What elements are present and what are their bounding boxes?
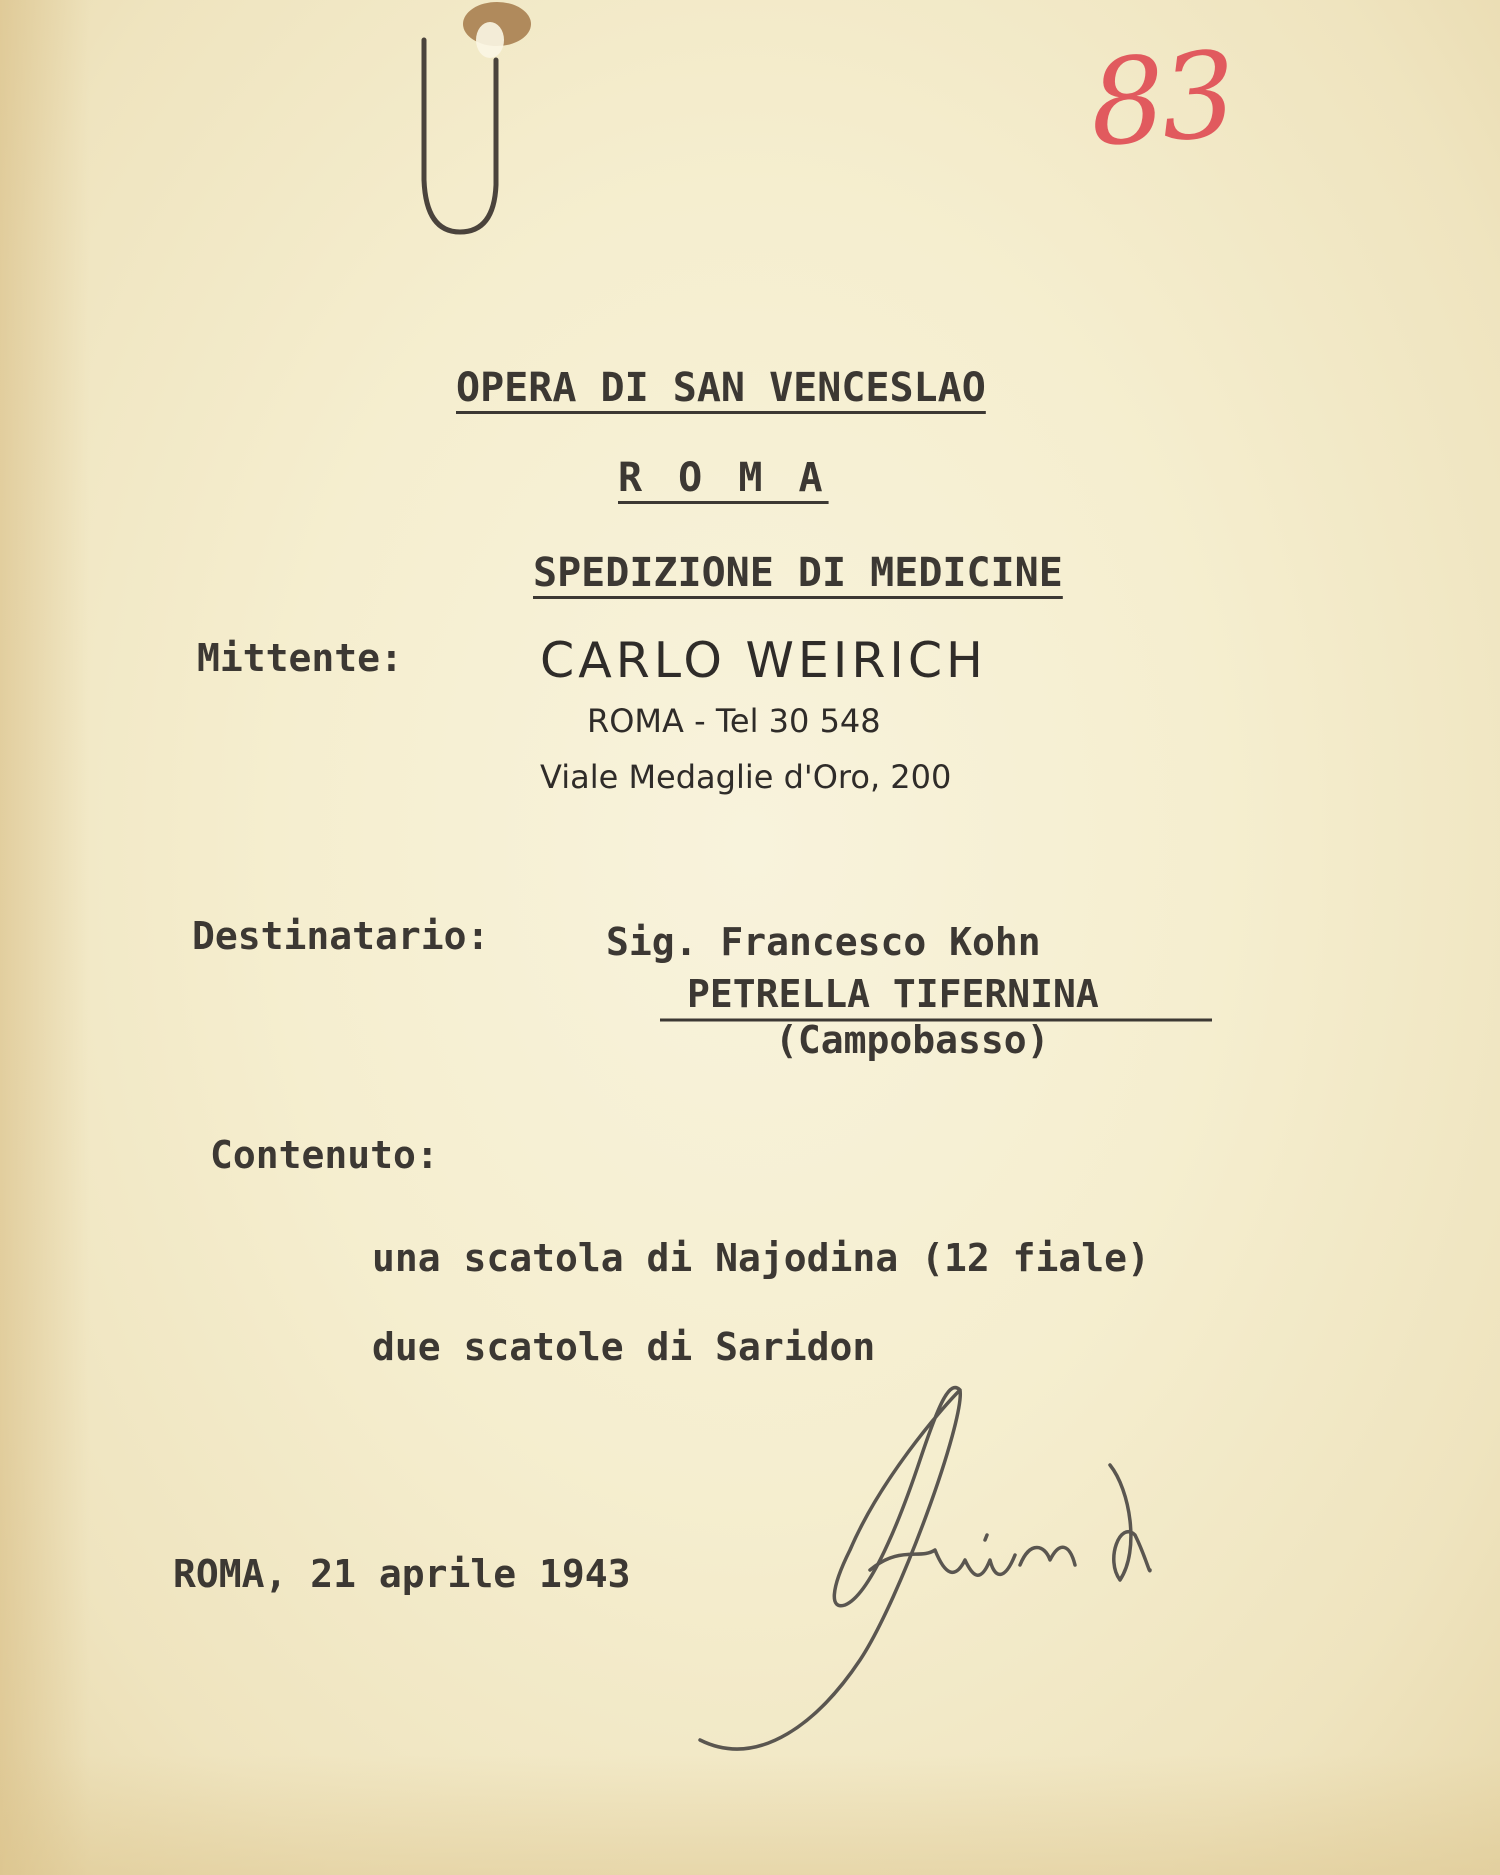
date-line: ROMA, 21 aprile 1943 <box>173 1552 631 1596</box>
recipient-name: Sig. Francesco Kohn <box>606 920 1041 964</box>
sender-name: CARLO WEIRICH <box>540 632 987 689</box>
sender-phone: ROMA - Tel 30 548 <box>587 702 881 740</box>
signature <box>700 1388 1150 1749</box>
recipient-town: PETRELLA TIFERNINA <box>687 972 1099 1016</box>
contents-label: Contenuto: <box>210 1133 439 1177</box>
city-title: R O M A <box>618 455 829 501</box>
recipient-province: (Campobasso) <box>775 1018 1050 1062</box>
paperclip-mark <box>424 40 496 232</box>
recipient-label: Destinatario: <box>192 914 490 958</box>
sender-address: Viale Medaglie d'Oro, 200 <box>540 758 952 796</box>
contents-item: due scatole di Saridon <box>372 1325 876 1369</box>
org-title: OPERA DI SAN VENCESLAO <box>456 365 986 411</box>
sender-label: Mittente: <box>197 636 403 680</box>
page-number: 83 <box>1085 25 1237 173</box>
subject-title: SPEDIZIONE DI MEDICINE <box>533 550 1063 596</box>
contents-item: una scatola di Najodina (12 fiale) <box>372 1236 1150 1280</box>
